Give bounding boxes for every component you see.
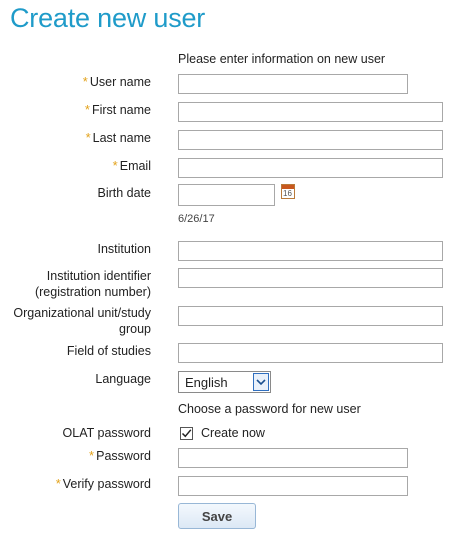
save-button[interactable]: Save [178,503,256,529]
language-select[interactable] [178,371,271,393]
firstname-input[interactable] [178,102,443,122]
username-label: * User name [82,74,151,89]
org-unit-label: Organizational unit/study group [13,306,151,336]
institution-label: Institution [97,242,151,256]
email-label: * Email [112,158,151,173]
intro-text: Please enter information on new user [178,52,386,66]
password-section-heading: Choose a password for new user [178,402,361,416]
birthdate-label: Birth date [97,186,151,200]
institution-id-input[interactable] [178,268,443,288]
language-label: Language [95,372,151,386]
create-now-label: Create now [201,426,265,440]
firstname-label: * First name [84,102,151,117]
chevron-down-icon[interactable] [253,373,269,391]
olat-password-label: OLAT password [62,426,151,440]
field-of-studies-label: Field of studies [66,344,151,358]
birthdate-input[interactable] [178,184,275,206]
required-marker: * [84,102,90,117]
institution-id-label: Institution identifier (registration number) [34,269,151,299]
institution-input[interactable] [178,241,443,261]
page-title: Create new user [10,3,206,33]
lastname-label: * Last name [85,130,151,145]
verify-password-label: * Verify password [55,476,151,491]
password-input[interactable] [178,448,408,468]
required-marker: * [89,448,95,463]
required-marker: * [82,74,88,89]
calendar-icon[interactable]: 16 [281,184,295,199]
required-marker: * [85,130,91,145]
language-selected-value: English [185,375,228,390]
lastname-input[interactable] [178,130,443,150]
org-unit-input[interactable] [178,306,443,326]
required-marker: * [112,158,118,173]
create-now-checkbox[interactable] [180,427,193,440]
verify-password-input[interactable] [178,476,408,496]
field-of-studies-input[interactable] [178,343,443,363]
required-marker: * [55,476,61,491]
email-input[interactable] [178,158,443,178]
password-label: * Password [89,448,151,463]
username-input[interactable] [178,74,408,94]
birthdate-hint: 6/26/17 [178,213,215,225]
